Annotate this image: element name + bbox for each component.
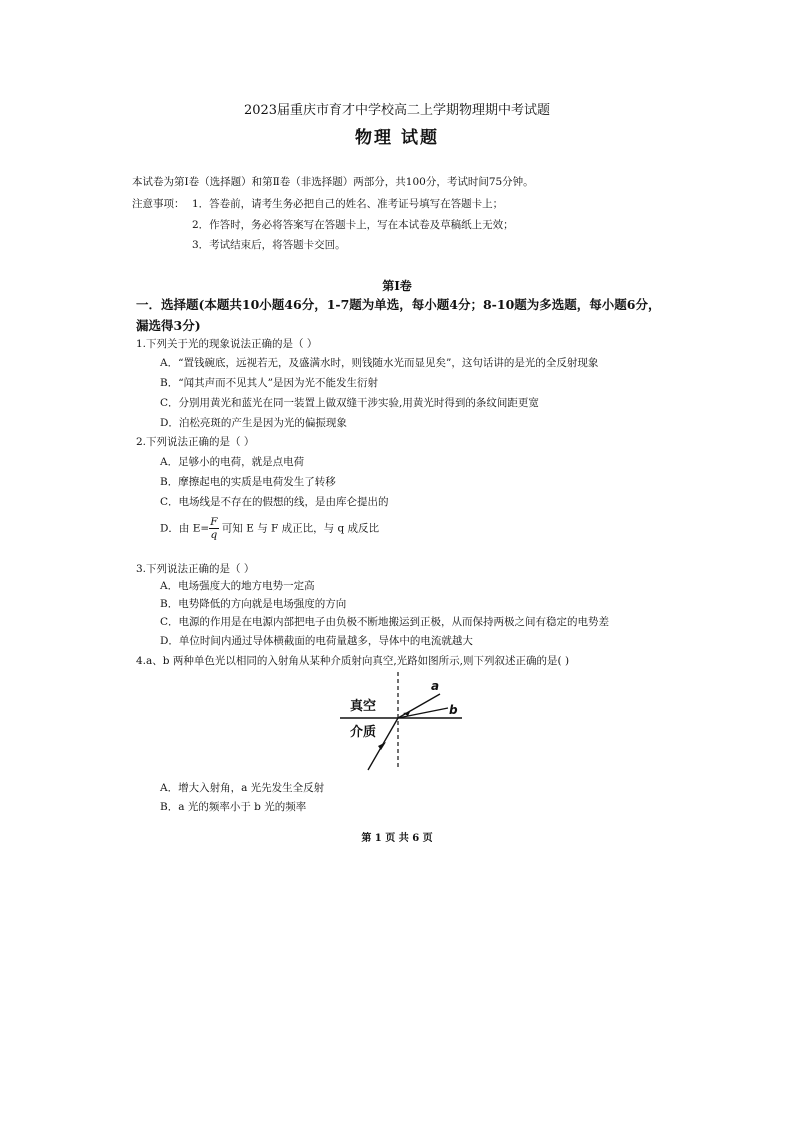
option-d-prefix: D．由 E=: [160, 522, 210, 535]
question-option: B．a 光的频率小于 b 光的频率: [160, 801, 307, 813]
section-title: 一．选择题(本题共10小题46分，1-7题为单选，每小题4分；8-10题为多选题，每小题6分，: [136, 297, 661, 312]
question-stem: 3.下列说法正确的是（ ）: [136, 563, 255, 575]
label-vacuum: 真空: [350, 699, 377, 714]
question-option: C．电场线是不存在的假想的线，是由库仑提出的: [160, 496, 389, 508]
fraction-denominator: q: [210, 529, 218, 541]
question-option: B．摩擦起电的实质是电荷发生了转移: [160, 476, 336, 488]
note-item: 1．答卷前，请考生务必把自己的姓名、准考证号填写在答题卡上；: [192, 198, 504, 210]
notes-label: 注意事项：: [132, 198, 185, 210]
exam-title: 2023届重庆市育才中学校高二上学期物理期中考试题: [243, 103, 551, 118]
label-medium: 介质: [350, 725, 377, 740]
question-option: D．泊松亮斑的产生是因为光的偏振现象: [160, 417, 347, 429]
question-option: D．单位时间内通过导体横截面的电荷量越多，导体中的电流就越大: [160, 635, 473, 647]
page-footer: 第 1 页 共 6 页: [361, 833, 433, 844]
question-option-d: [160, 516, 379, 541]
optics-diagram: [330, 666, 480, 776]
label-ray-a: a: [431, 679, 440, 693]
question-option: B．电势降低的方向就是电场强度的方向: [160, 598, 347, 610]
option-d-suffix: 可知 E 与 F 成正比，与 q 成反比: [218, 522, 380, 535]
section-header: 第Ⅰ卷: [382, 279, 412, 293]
fraction-numerator: F: [210, 516, 218, 528]
question-stem: 4.a、b 两种单色光以相同的入射角从某种介质射向真空,光路如图所示,则下列叙述正确的是( ): [136, 655, 570, 667]
note-item: 3．考试结束后，将答题卡交回。: [192, 239, 346, 251]
question-option: A．增大入射角，a 光先发生全反射: [160, 782, 325, 794]
intro-line: 本试卷为第Ⅰ卷（选择题）和第Ⅱ卷（非选择题）两部分，共100分，考试时间75分钟。: [132, 176, 534, 188]
section-title-continued: 漏选得3分): [136, 318, 201, 333]
incident-arrow-icon: [378, 742, 386, 750]
question-option: C．电源的作用是在电源内部把电子由负极不断地搬运到正极，从而保持两极之间有稳定的电势差: [160, 616, 610, 628]
question-option: A．电场强度大的地方电势一定高: [160, 580, 315, 592]
exam-subtitle: 物理 试题: [355, 128, 439, 148]
question-option: B．“闻其声而不见其人”是因为光不能发生衍射: [160, 377, 378, 389]
question-stem: 1.下列关于光的现象说法正确的是（ ）: [136, 338, 318, 350]
label-ray-b: b: [449, 703, 458, 717]
question-option: A．足够小的电荷，就是点电荷: [160, 456, 305, 468]
question-option: A．“置钱碗底，远视若无，及盛满水时，则钱随水光而显见矣”，这句话讲的是光的全反射现象: [160, 357, 599, 369]
fraction: [209, 516, 218, 541]
question-stem: 2.下列说法正确的是（ ）: [136, 436, 255, 448]
note-item: 2．作答时，务必将答案写在答题卡上，写在本试卷及草稿纸上无效；: [192, 219, 514, 231]
question-option: C．分别用黄光和蓝光在同一装置上做双缝干涉实验,用黄光时得到的条纹间距更宽: [160, 397, 539, 409]
